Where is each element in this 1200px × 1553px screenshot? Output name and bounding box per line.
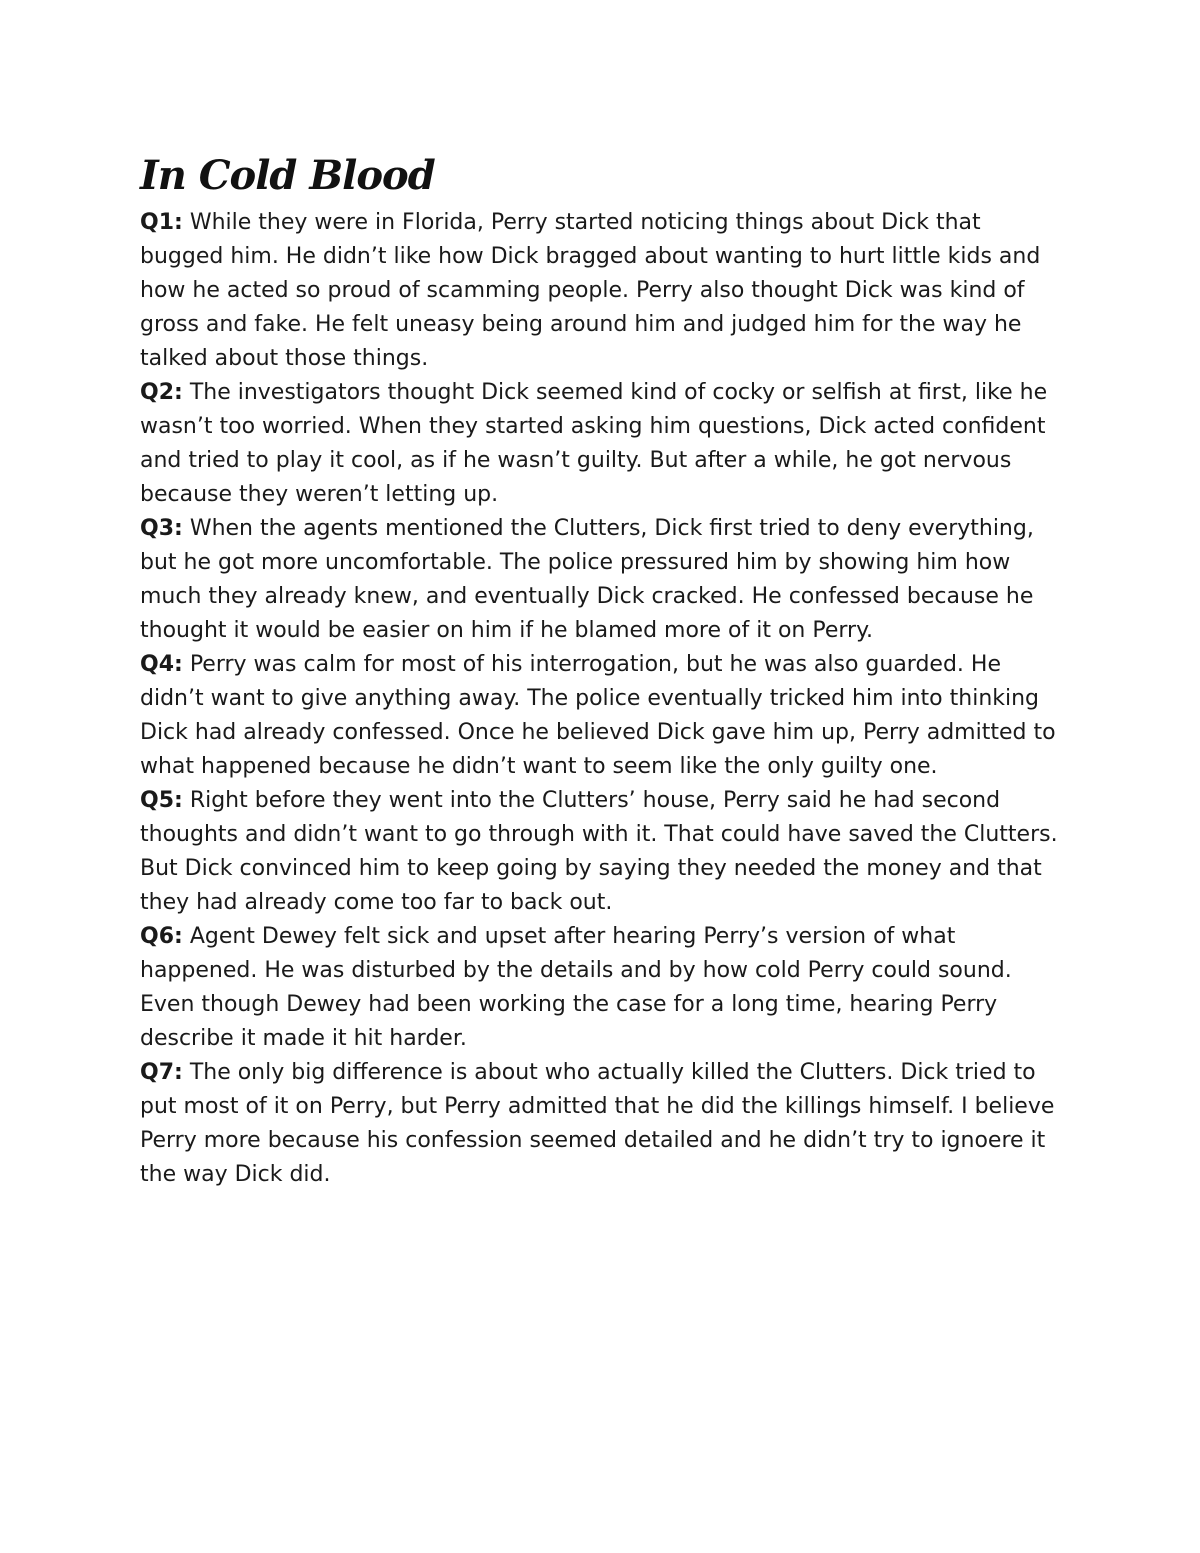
answer-label: Q3: [140, 516, 183, 541]
answers-body [140, 206, 1070, 1192]
answer-text: When the agents mentioned the Clutters, Dick first tried to deny everything, but he got more uncomfortable. The police pressured him by showing him how much they already knew, and eventually Dick cracked. He confessed because he thought it would be easier on him if he blamed more of it on Perry. [140, 516, 1034, 643]
document-title: In Cold Blood [140, 152, 435, 199]
answer-q4 [140, 648, 1070, 784]
answer-text: The only big difference is about who actually killed the Clutters. Dick tried to put most of it on Perry, but Perry admitted that he did the killings himself. I believe Perry more because his confession seemed detailed and he didn’t try to ignoere it the way Dick did. [140, 1060, 1055, 1187]
answer-label: Q7: [140, 1060, 183, 1085]
answer-text: Agent Dewey felt sick and upset after hearing Perry’s version of what happened. He was disturbed by the details and by how cold Perry could sound. Even though Dewey had been working the case for a long time, hearing Perry describe it made it hit harder. [140, 924, 1012, 1051]
answer-q2 [140, 376, 1070, 512]
answer-q3 [140, 512, 1070, 648]
answer-q6 [140, 920, 1070, 1056]
answer-label: Q4: [140, 652, 183, 677]
answer-label: Q1: [140, 210, 183, 235]
answer-q5 [140, 784, 1070, 920]
answer-text: The investigators thought Dick seemed kind of cocky or selfish at first, like he wasn’t too worried. When they started asking him questions, Dick acted confident and tried to play it cool, as if he wasn’t guilty. But after a while, he got nervous because they weren’t letting up. [140, 380, 1048, 507]
answer-label: Q2: [140, 380, 183, 405]
answer-text: While they were in Florida, Perry started noticing things about Dick that bugged him. He didn’t like how Dick bragged about wanting to hurt little kids and how he acted so proud of scamming people. Perry also thought Dick was kind of gross and fake. He felt uneasy being around him and judged him for the way he talked about those things. [140, 210, 1041, 371]
answer-text: Right before they went into the Clutters’ house, Perry said he had second thoughts and didn’t want to go through with it. That could have saved the Clutters. But Dick convinced him to keep going by saying they needed the money and that they had already come too far to back out. [140, 788, 1058, 915]
answer-label: Q6: [140, 924, 183, 949]
answer-q7 [140, 1056, 1070, 1192]
answer-text: Perry was calm for most of his interrogation, but he was also guarded. He didn’t want to give anything away. The police eventually tricked him into thinking Dick had already confessed. Once he believed Dick gave him up, Perry admitted to what happened because he didn’t want to seem like the only guilty one. [140, 652, 1056, 779]
answer-label: Q5: [140, 788, 183, 813]
answer-q1 [140, 206, 1070, 376]
